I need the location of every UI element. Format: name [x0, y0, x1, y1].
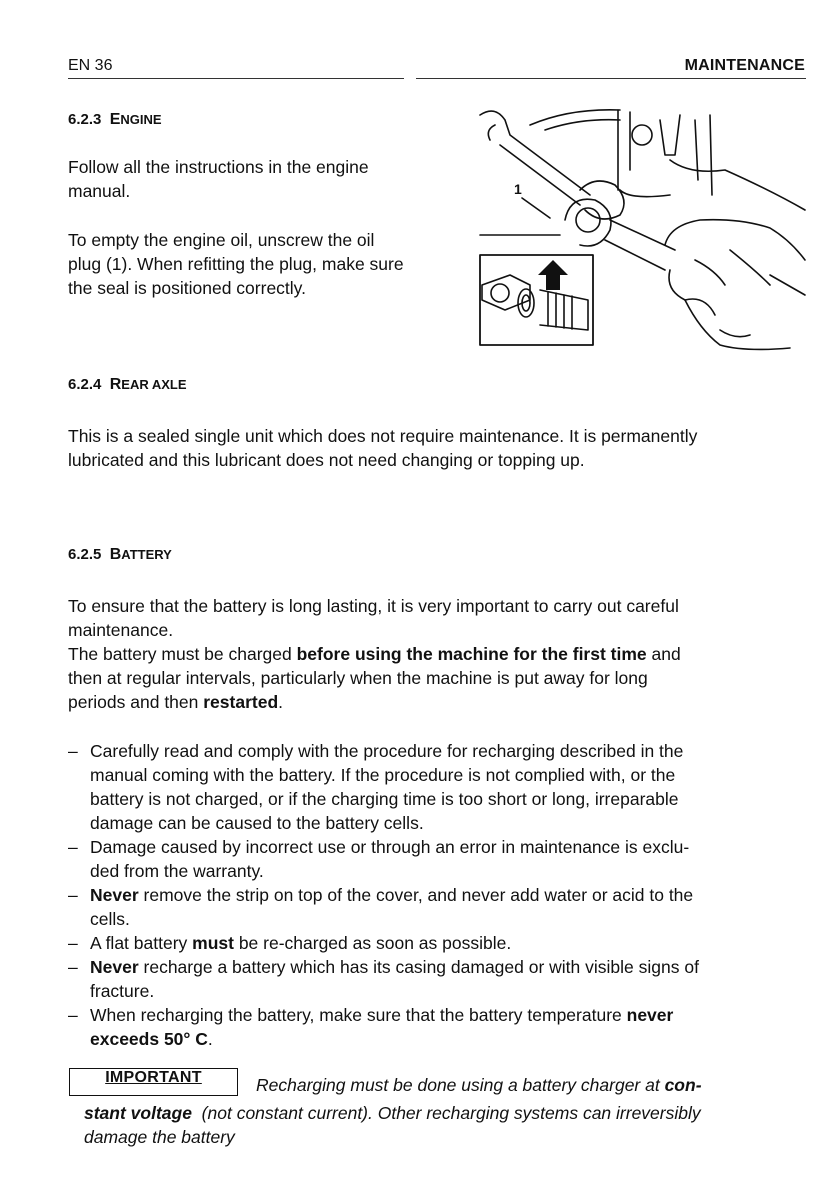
list-item: – Carefully read and comply with the procedure for recharging described in the manual coming with the battery. If the procedure is not complied with, or the battery is not charged, or if the charging time is too short or long, irreparable damage can be caused to the battery cells. [68, 741, 684, 833]
important-label-box: IMPORTANT [69, 1068, 238, 1096]
list-item: – Never recharge a battery which has its casing damaged or with visible signs of fracture. [68, 957, 699, 1001]
figure-callout-1: 1 [514, 181, 522, 197]
important-text-line-2: stant voltage (not constant current). Other recharging systems can irreversibly [84, 1103, 701, 1123]
list-item: – Damage caused by incorrect use or through an error in maintenance is exclu- ded from the warranty. [68, 837, 690, 881]
battery-instructions-list [68, 739, 808, 1051]
engine-heading-number: 6.2.3 [68, 111, 102, 128]
battery-intro: To ensure that the battery is long lasting, it is very important to carry out careful maintenance. The battery must be charged before using the machine for the first time and then at regular intervals, particularly when the machine is put away for long periods and then restarted. [68, 596, 681, 712]
rear-axle-heading: 6.2.4 REAR AXLE [68, 376, 187, 393]
page-number: EN 36 [68, 57, 113, 74]
list-item: – When recharging the battery, make sure that the battery temperature never exceeds 50° C. [68, 1005, 674, 1049]
engine-paragraph-2: To empty the engine oil, unscrew the oil plug (1). When refitting the plug, make sure the seal is positioned correctly. [68, 230, 404, 298]
engine-paragraph-1: Follow all the instructions in the engine manual. [68, 157, 369, 201]
engine-heading-rest: NGINE [120, 112, 162, 127]
important-text-line-3: damage the battery [84, 1127, 235, 1147]
engine-heading-initial: E [109, 111, 121, 128]
battery-heading: 6.2.5 BATTERY [68, 546, 172, 563]
header-rule-right [416, 78, 806, 79]
list-item: – Never remove the strip on top of the cover, and never add water or acid to the cells. [68, 885, 694, 929]
important-text-line-1: Recharging must be done using a battery charger at con- [256, 1075, 702, 1095]
rear-axle-paragraph: This is a sealed single unit which does not require maintenance. It is permanently lubricated and this lubricant does not need changing or topping up. [68, 426, 698, 470]
engine-heading [68, 111, 162, 129]
header-rule-left [68, 78, 404, 79]
section-header: MAINTENANCE [684, 57, 805, 74]
oil-plug-illustration [470, 100, 810, 360]
list-item: – A flat battery must be re-charged as soon as possible. [68, 933, 512, 953]
